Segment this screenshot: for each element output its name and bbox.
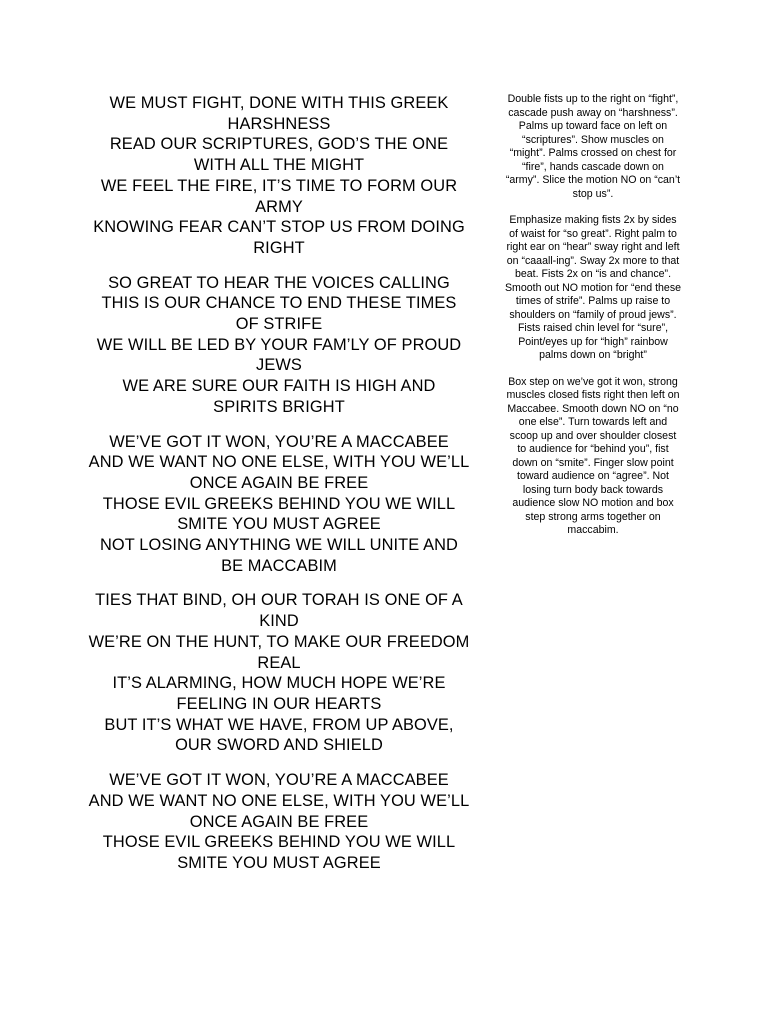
lyric-line: WE WILL BE LED BY YOUR FAM’LY OF PROUD JEWS	[96, 335, 462, 375]
verse-1	[88, 93, 470, 259]
verse-3	[88, 590, 470, 756]
lyric-line: THOSE EVIL GREEKS BEHIND YOU WE WILL SMITE YOU MUST AGREE	[102, 494, 456, 534]
lyric-line: WE ARE SURE OUR FAITH IS HIGH AND SPIRITS BRIGHT	[122, 377, 436, 416]
lyric-line: WE FEEL THE FIRE, IT’S TIME TO FORM OUR ARMY	[100, 176, 458, 216]
lyric-line: TIES THAT BIND, OH OUR TORAH IS ONE OF A KIND	[95, 591, 463, 631]
lyric-line: WE MUST FIGHT, DONE WITH THIS GREEK HARSHNESS	[109, 94, 449, 133]
lyric-line: SO GREAT TO HEAR THE VOICES CALLING	[108, 273, 450, 292]
lyric-line: WE’RE ON THE HUNT, TO MAKE OUR FREEDOM REAL	[88, 632, 470, 672]
note-verse-2: Emphasize making fists 2x by sides of waist for “so great”. Right palm to right ear on “hear” sway right and left on “caaall-ing”. Sway 2x more to that beat. Fists 2x on “is and chance”. Smooth out NO motion for “end these times of strife”. Palms up raise to shoulders on “family of proud jews”. Fists raised chin level for “sure”, Point/eyes up for “high” rainbow palms down on “bright”	[504, 214, 682, 361]
lyric-line: BUT IT’S WHAT WE HAVE, FROM UP ABOVE, OUR SWORD AND SHIELD	[104, 715, 454, 755]
note-verse-1: Double fists up to the right on “fight”, cascade push away on “harshness”. Palms up toward face on left on “scriptures”. Show muscles on “might”. Palms crossed on chest for “fire”, hands cascade down on “army”. Slice the motion NO on “can’t stop us”.	[505, 93, 681, 200]
lyric-line: KNOWING FEAR CAN’T STOP US FROM DOING RIGHT	[93, 218, 465, 257]
lyric-line: AND WE WANT NO ONE ELSE, WITH YOU WE’LL ONCE AGAIN BE FREE	[88, 453, 470, 492]
lyric-line: READ OUR SCRIPTURES, GOD’S THE ONE WITH ALL THE MIGHT	[109, 135, 449, 175]
lyric-line: THIS IS OUR CHANCE TO END THESE TIMES OF STRIFE	[101, 294, 457, 334]
choreography-notes	[504, 93, 682, 551]
note-chorus: Box step on we’ve got it won, strong muscles closed fists right then left on Maccabee. Smooth down NO on “no one else”. Turn towards left and scoop up and over shoulder closest to audience for “behind you”, fist down on “smite”. Finger slow point toward audience on “agree”. Not losing turn body back towards audience slow NO motion and box step strong arms together on maccabim.	[506, 375, 680, 536]
verse-2	[88, 273, 470, 418]
lyric-line: NOT LOSING ANYTHING WE WILL UNITE AND BE MACCABIM	[100, 536, 458, 575]
lyric-line: IT’S ALARMING, HOW MUCH HOPE WE’RE FEELING IN OUR HEARTS	[112, 674, 446, 713]
lyric-line: WE’VE GOT IT WON, YOU’RE A MACCABEE	[109, 432, 449, 451]
chorus-2	[88, 770, 470, 874]
lyrics-column	[88, 93, 470, 888]
chorus-1	[88, 432, 470, 577]
lyric-line: AND WE WANT NO ONE ELSE, WITH YOU WE’LL ONCE AGAIN BE FREE	[88, 791, 470, 831]
lyric-line: WE’VE GOT IT WON, YOU’RE A MACCABEE	[109, 771, 449, 790]
lyric-line: THOSE EVIL GREEKS BEHIND YOU WE WILL SMITE YOU MUST AGREE	[102, 833, 456, 872]
